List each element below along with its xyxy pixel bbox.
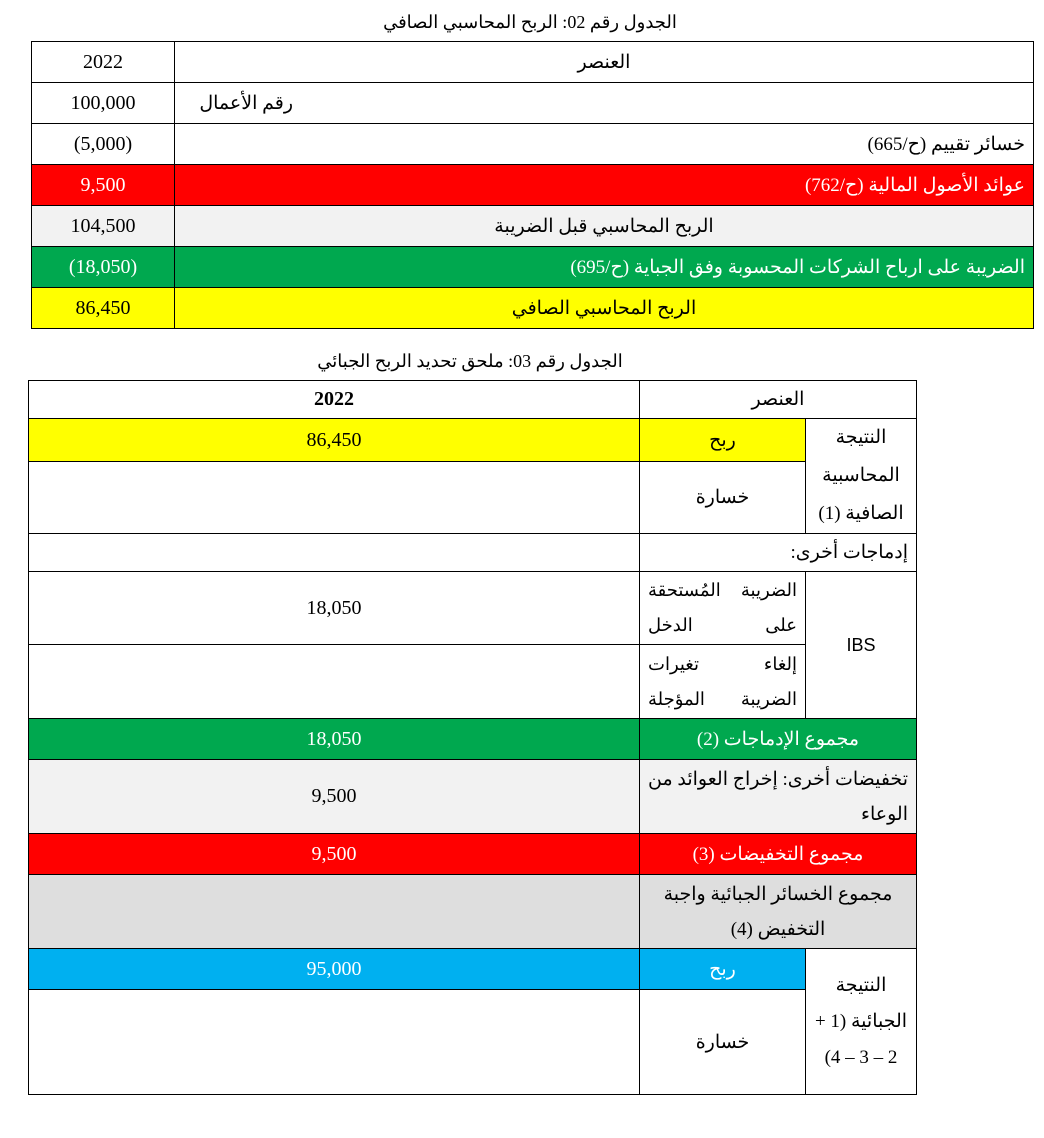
pretax-profit-label: الربح المحاسبي قبل الضريبة (175, 206, 1034, 247)
table-header-row (29, 381, 917, 419)
other-additions-label: إدماجات أخرى: (640, 534, 917, 572)
table-row (29, 990, 917, 1095)
table-row (29, 645, 917, 719)
deferred-tax-label: إلغاء تغيرات الضريبة المؤجلة (640, 645, 806, 719)
tax-profit-value: 95,000 (29, 949, 640, 990)
item-header: العنصر (175, 42, 1034, 83)
net-profit-label: الربح المحاسبي الصافي (175, 288, 1034, 329)
net-result-label: النتيجة المحاسبية الصافية (1) (806, 419, 917, 534)
table-row (29, 419, 917, 462)
corporate-tax-value: (18,050) (32, 247, 175, 288)
net-loss-value (29, 462, 640, 534)
total-deductions-value: 9,500 (29, 834, 640, 875)
table1-caption: الجدول رقم 02: الربح المحاسبي الصافي (383, 12, 677, 32)
table-row (32, 165, 1034, 206)
tax-due-label: الضريبة المُستحقة على الدخل (640, 572, 806, 645)
financial-income-value: 9,500 (32, 165, 175, 206)
table-row (29, 572, 917, 645)
table-row (29, 719, 917, 760)
item-header: العنصر (640, 381, 917, 419)
table-row (32, 124, 1034, 165)
financial-income-label: عوائد الأصول المالية (ح/762) (175, 165, 1034, 206)
ibs-label: IBS (806, 572, 917, 719)
pretax-profit-value: 104,500 (32, 206, 175, 247)
total-additions-label: مجموع الإدماجات (2) (640, 719, 917, 760)
net-loss-label: خسارة (640, 462, 806, 534)
valuation-loss-label: خسائر تقييم (ح/665) (175, 124, 1034, 165)
valuation-loss-value: (5,000) (32, 124, 175, 165)
other-deductions-value: 9,500 (29, 760, 640, 834)
table-row (29, 949, 917, 990)
table-row (29, 534, 917, 572)
other-deductions-label: تخفيضات أخرى: إخراج العوائد من الوعاء (640, 760, 917, 834)
deferred-tax-value (29, 645, 640, 719)
table-row (29, 760, 917, 834)
tax-loss-label: خسارة (640, 990, 806, 1095)
table-row (29, 875, 917, 949)
total-deductions-label: مجموع التخفيضات (3) (640, 834, 917, 875)
year-header: 2022 (32, 42, 175, 83)
table-row (32, 206, 1034, 247)
net-profit-value: 86,450 (32, 288, 175, 329)
tax-losses-value (29, 875, 640, 949)
net-profit-label: ربح (640, 419, 806, 462)
revenue-label: رقم الأعمال (175, 83, 1034, 124)
year-header: 2022 (29, 381, 640, 419)
table-header-row (32, 42, 1034, 83)
table-row (32, 247, 1034, 288)
table-row (32, 288, 1034, 329)
corporate-tax-label: الضريبة على ارباح الشركات المحسوبة وفق الجباية (ح/695) (175, 247, 1034, 288)
revenue-value: 100,000 (32, 83, 175, 124)
tax-losses-label: مجموع الخسائر الجبائية واجبة التخفيض (4) (640, 875, 917, 949)
table2-caption: الجدول رقم 03: ملحق تحديد الربح الجبائي (317, 351, 623, 371)
tax-profit-table (28, 380, 917, 1095)
tax-result-label: النتيجة الجبائية (1 + 2 – 3 – 4) (806, 949, 917, 1095)
tax-due-value: 18,050 (29, 572, 640, 645)
net-profit-value: 86,450 (29, 419, 640, 462)
tax-profit-label: ربح (640, 949, 806, 990)
table-row (29, 834, 917, 875)
accounting-profit-table (31, 41, 1034, 329)
table-row (32, 83, 1034, 124)
other-additions-value (29, 534, 640, 572)
table-row (29, 462, 917, 534)
total-additions-value: 18,050 (29, 719, 640, 760)
tax-loss-value (29, 990, 640, 1095)
